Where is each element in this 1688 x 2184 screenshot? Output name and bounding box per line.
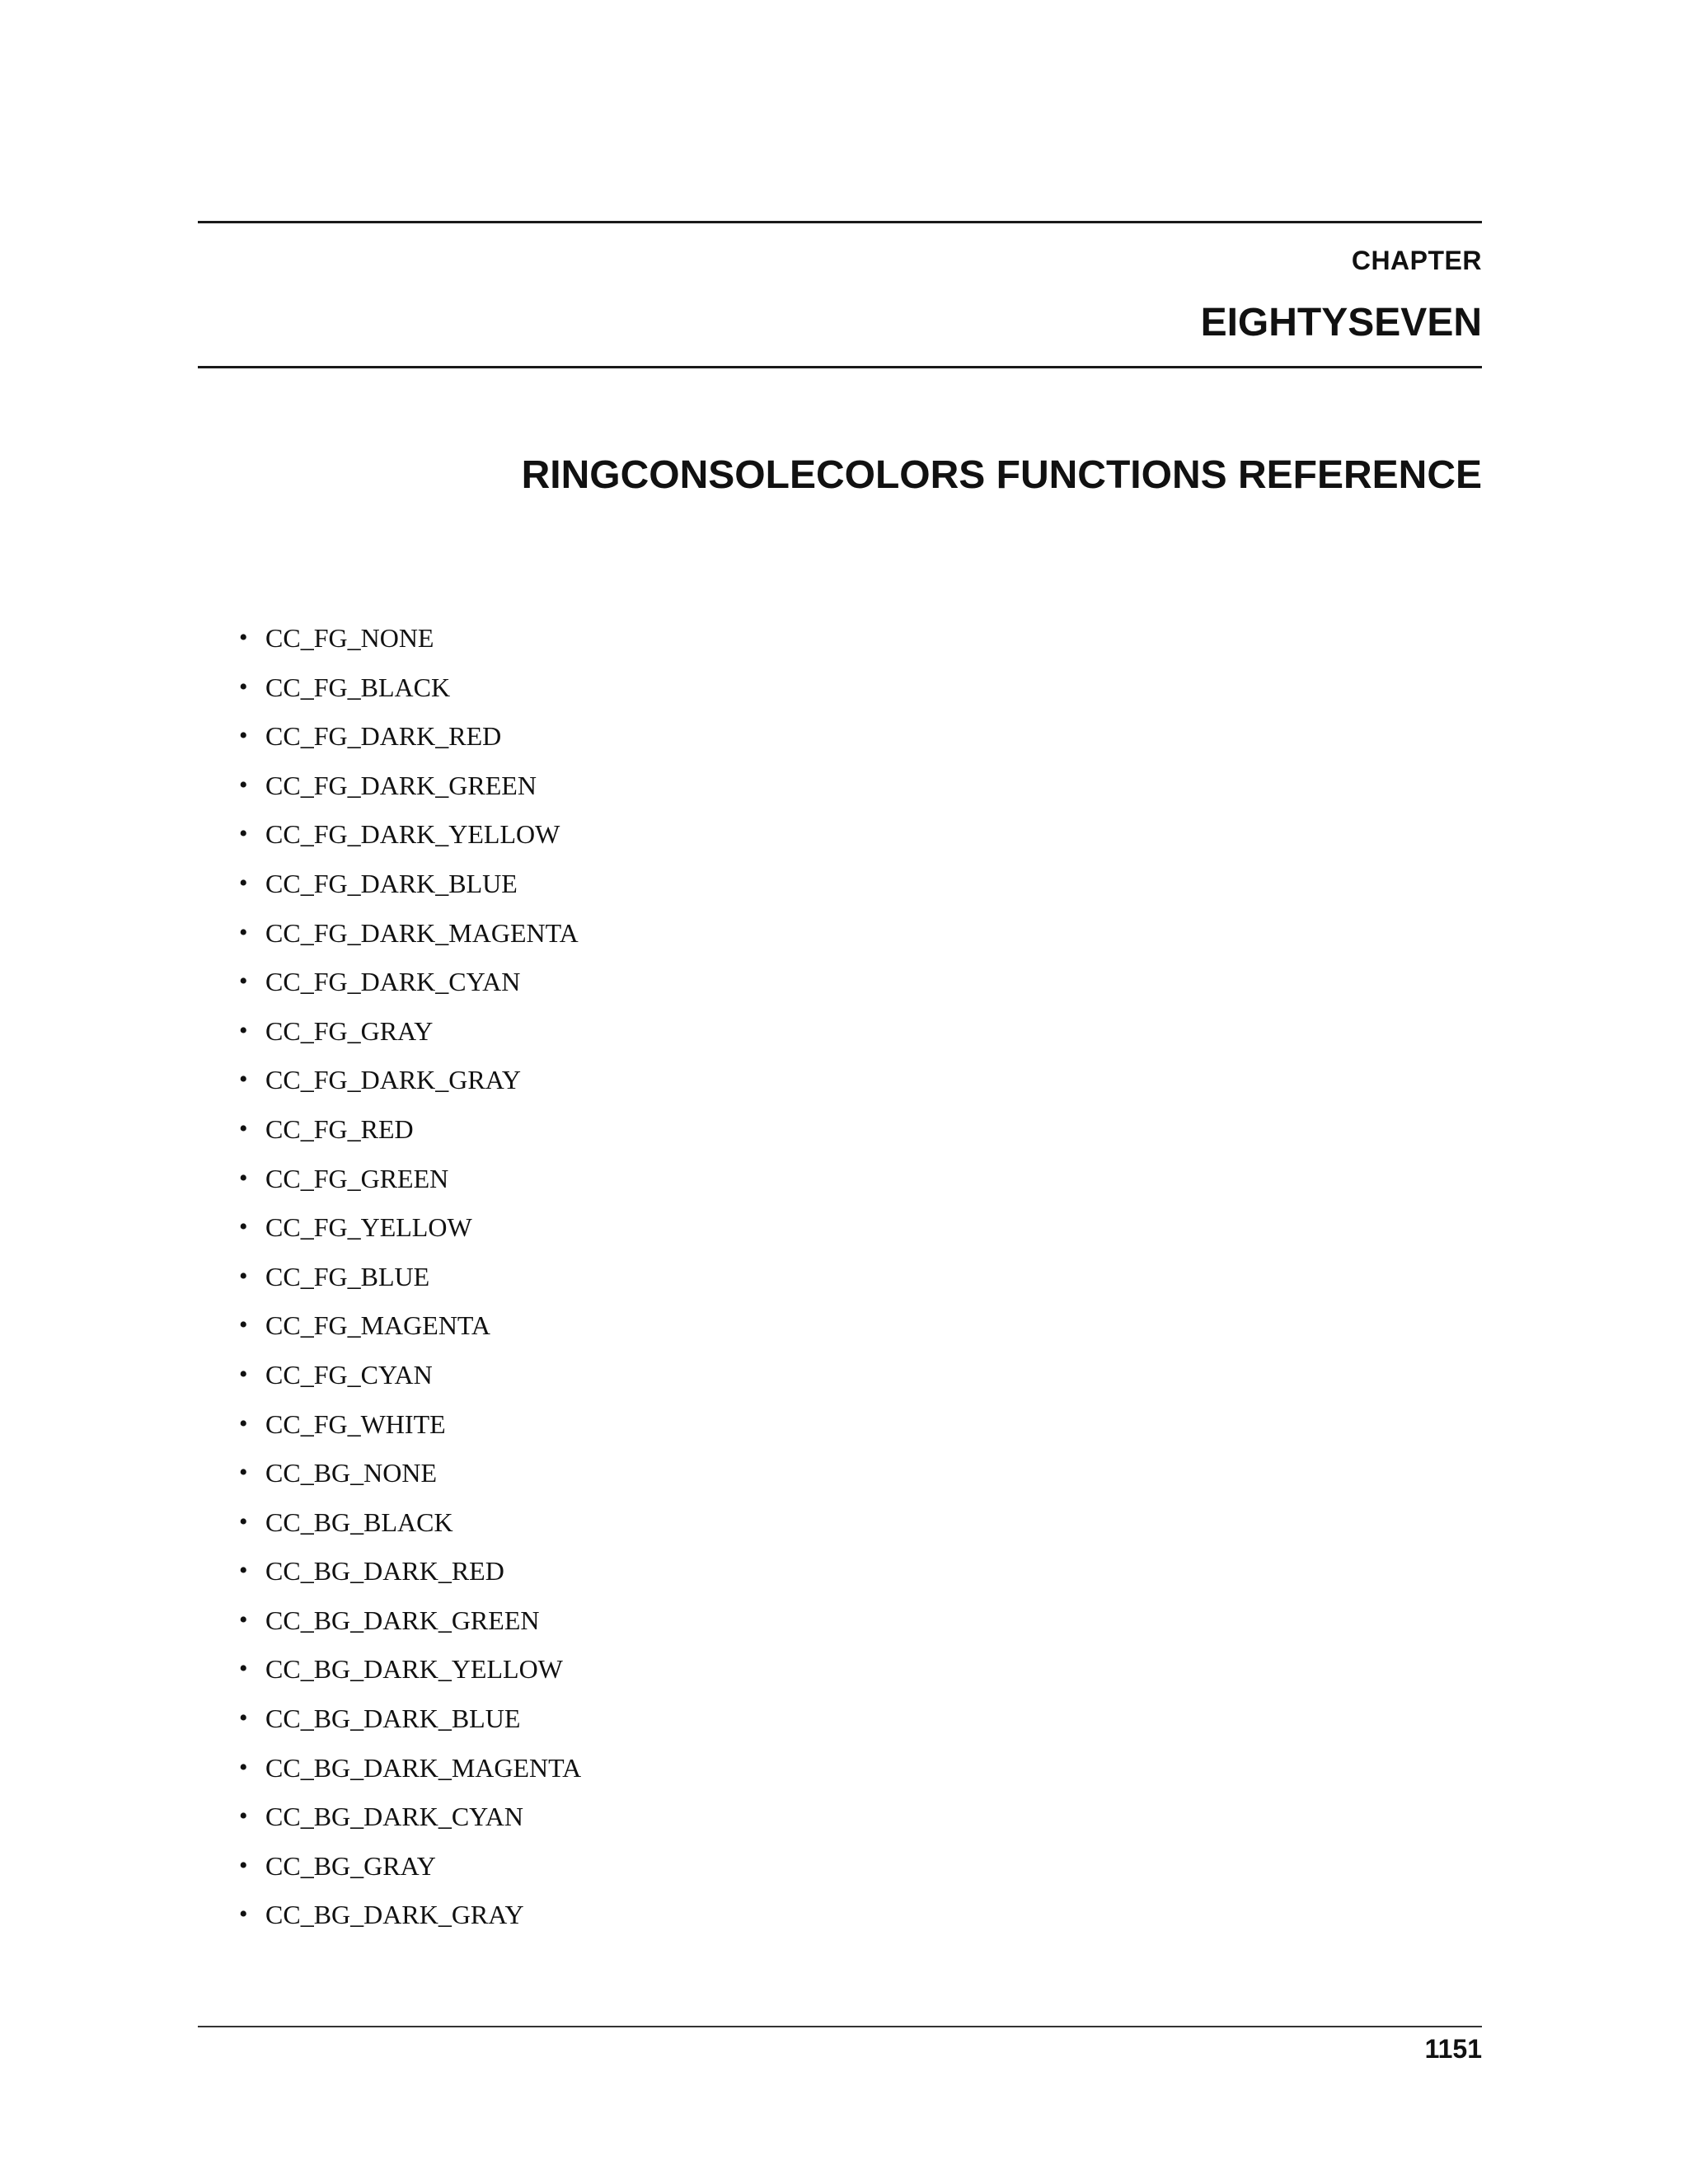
list-item: • CC_BG_NONE (239, 1457, 581, 1507)
list-item: • CC_BG_DARK_YELLOW (239, 1653, 581, 1703)
page-number: 1151 (1424, 2034, 1482, 2064)
list-item: • CC_BG_DARK_BLUE (239, 1703, 581, 1752)
function-list (239, 622, 581, 1948)
list-item: • CC_BG_DARK_RED (239, 1555, 581, 1605)
footer-rule (198, 2026, 1482, 2027)
list-item: • CC_BG_DARK_GRAY (239, 1899, 581, 1948)
chapter-label: CHAPTER (1351, 246, 1482, 275)
chapter-top-rule (198, 221, 1482, 223)
list-item: • CC_FG_GREEN (239, 1163, 581, 1212)
list-item: • CC_FG_DARK_RED (239, 720, 581, 770)
list-item: • CC_FG_DARK_CYAN (239, 966, 581, 1015)
list-item: • CC_FG_DARK_GRAY (239, 1064, 581, 1113)
list-item: • CC_FG_YELLOW (239, 1212, 581, 1261)
list-item: • CC_FG_DARK_YELLOW (239, 818, 581, 868)
chapter-bottom-rule (198, 366, 1482, 368)
list-item: • CC_FG_MAGENTA (239, 1310, 581, 1359)
list-item: • CC_FG_BLUE (239, 1261, 581, 1310)
list-item: • CC_BG_GRAY (239, 1850, 581, 1900)
list-item: • CC_FG_CYAN (239, 1359, 581, 1408)
list-item: • CC_FG_RED (239, 1113, 581, 1163)
chapter-number: EIGHTYSEVEN (1200, 301, 1482, 344)
list-item: • CC_FG_NONE (239, 622, 581, 672)
list-item: • CC_FG_GRAY (239, 1015, 581, 1065)
page-title: RINGCONSOLECOLORS FUNCTIONS REFERENCE (521, 453, 1482, 497)
list-item: • CC_FG_DARK_GREEN (239, 770, 581, 819)
list-item: • CC_FG_BLACK (239, 672, 581, 721)
list-item: • CC_BG_DARK_CYAN (239, 1801, 581, 1850)
list-item: • CC_BG_BLACK (239, 1507, 581, 1556)
list-item: • CC_BG_DARK_GREEN (239, 1605, 581, 1654)
list-item: • CC_FG_WHITE (239, 1408, 581, 1458)
list-item: • CC_FG_DARK_BLUE (239, 868, 581, 917)
list-item: • CC_FG_DARK_MAGENTA (239, 917, 581, 967)
list-item: • CC_BG_DARK_MAGENTA (239, 1752, 581, 1802)
